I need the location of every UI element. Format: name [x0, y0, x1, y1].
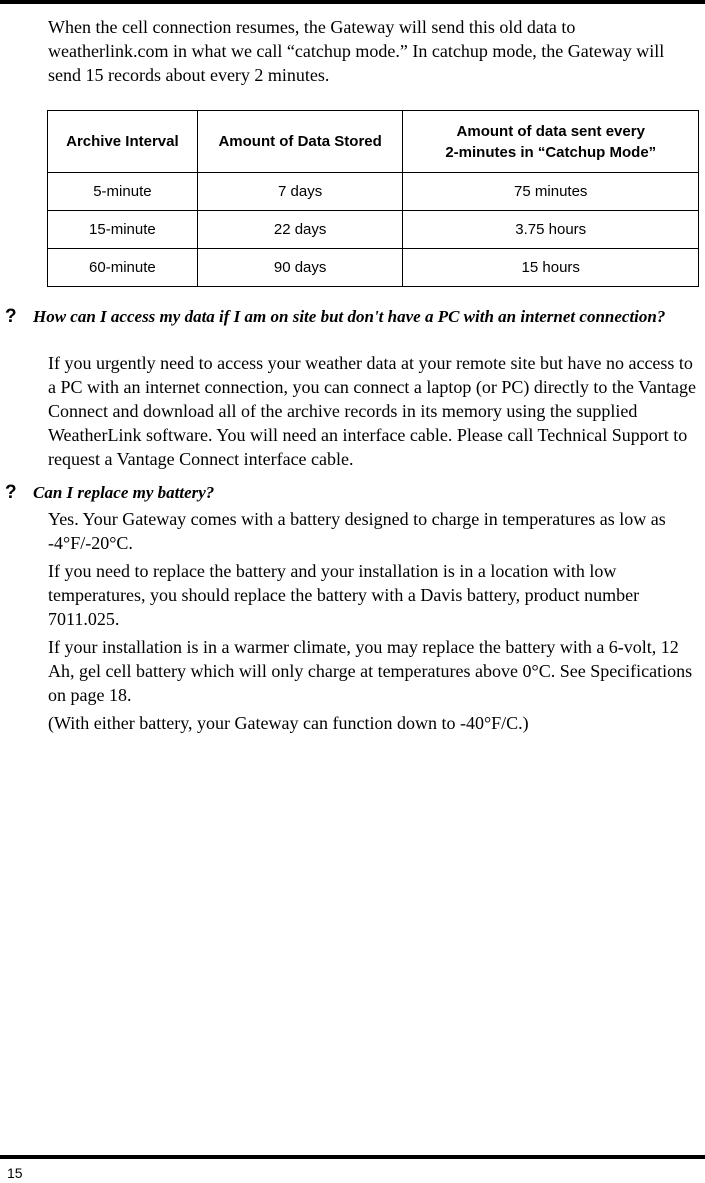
table-row	[48, 249, 699, 287]
faq-answer: If you need to replace the battery and your installation is in a location with low temperatures, you should replace the battery with a Davis battery, product number 7011.025.	[48, 561, 640, 629]
faq-question: Can I replace my battery?	[33, 483, 215, 502]
header-data-sent-line1: Amount of data sent every	[456, 122, 645, 140]
cell-stored: 90 days	[197, 249, 403, 287]
cell-interval: 60-minute	[48, 249, 198, 287]
header-data-sent	[403, 111, 699, 173]
header-data-stored: Amount of Data Stored	[197, 111, 403, 173]
cell-sent: 15 hours	[403, 249, 699, 287]
table-row	[48, 173, 699, 211]
header-archive-interval: Archive Interval	[48, 111, 198, 173]
cell-stored: 7 days	[197, 173, 403, 211]
cell-interval: 15-minute	[48, 211, 198, 249]
faq-answer: Yes. Your Gateway comes with a battery designed to charge in temperatures as low as -4°F/-20°C.	[48, 509, 666, 553]
cell-stored: 22 days	[197, 211, 403, 249]
cell-sent: 75 minutes	[403, 173, 699, 211]
cell-interval: 5-minute	[48, 173, 198, 211]
table-header-row	[48, 111, 699, 173]
faq-question: How can I access my data if I am on site but don't have a PC with an internet connection?	[33, 307, 666, 326]
faq-answer: If your installation is in a warmer climate, you may replace the battery with a 6-volt, 12 Ah, gel cell battery which will only charge at temperatures above 0°C. See Specifications on page 18.	[48, 637, 693, 705]
bottom-rule	[0, 1155, 705, 1159]
top-rule	[0, 0, 705, 4]
cell-sent: 3.75 hours	[403, 211, 699, 249]
table-row	[48, 211, 699, 249]
intro-paragraph: When the cell connection resumes, the Gateway will send this old data to weatherlink.com in what we call “catchup mode.” In catchup mode, the Gateway will send 15 records about every 2 minutes.	[48, 17, 665, 85]
catchup-table	[47, 110, 699, 287]
question-mark-icon: ?	[5, 482, 17, 503]
page-number: 15	[7, 1165, 23, 1181]
faq-answer: (With either battery, your Gateway can function down to -40°F/C.)	[48, 713, 529, 733]
question-mark-icon: ?	[5, 306, 17, 327]
faq-answer: If you urgently need to access your weather data at your remote site but have no access to a PC with an internet connection, you can connect a laptop (or PC) directly to the Vantage Connect and download all of the archive records in its memory using the supplied WeatherLink software. You will need an interface cable. Please call Technical Support to request a Vantage Connect interface cable.	[48, 353, 696, 469]
header-data-sent-line2: 2-minutes in “Catchup Mode”	[445, 143, 657, 161]
